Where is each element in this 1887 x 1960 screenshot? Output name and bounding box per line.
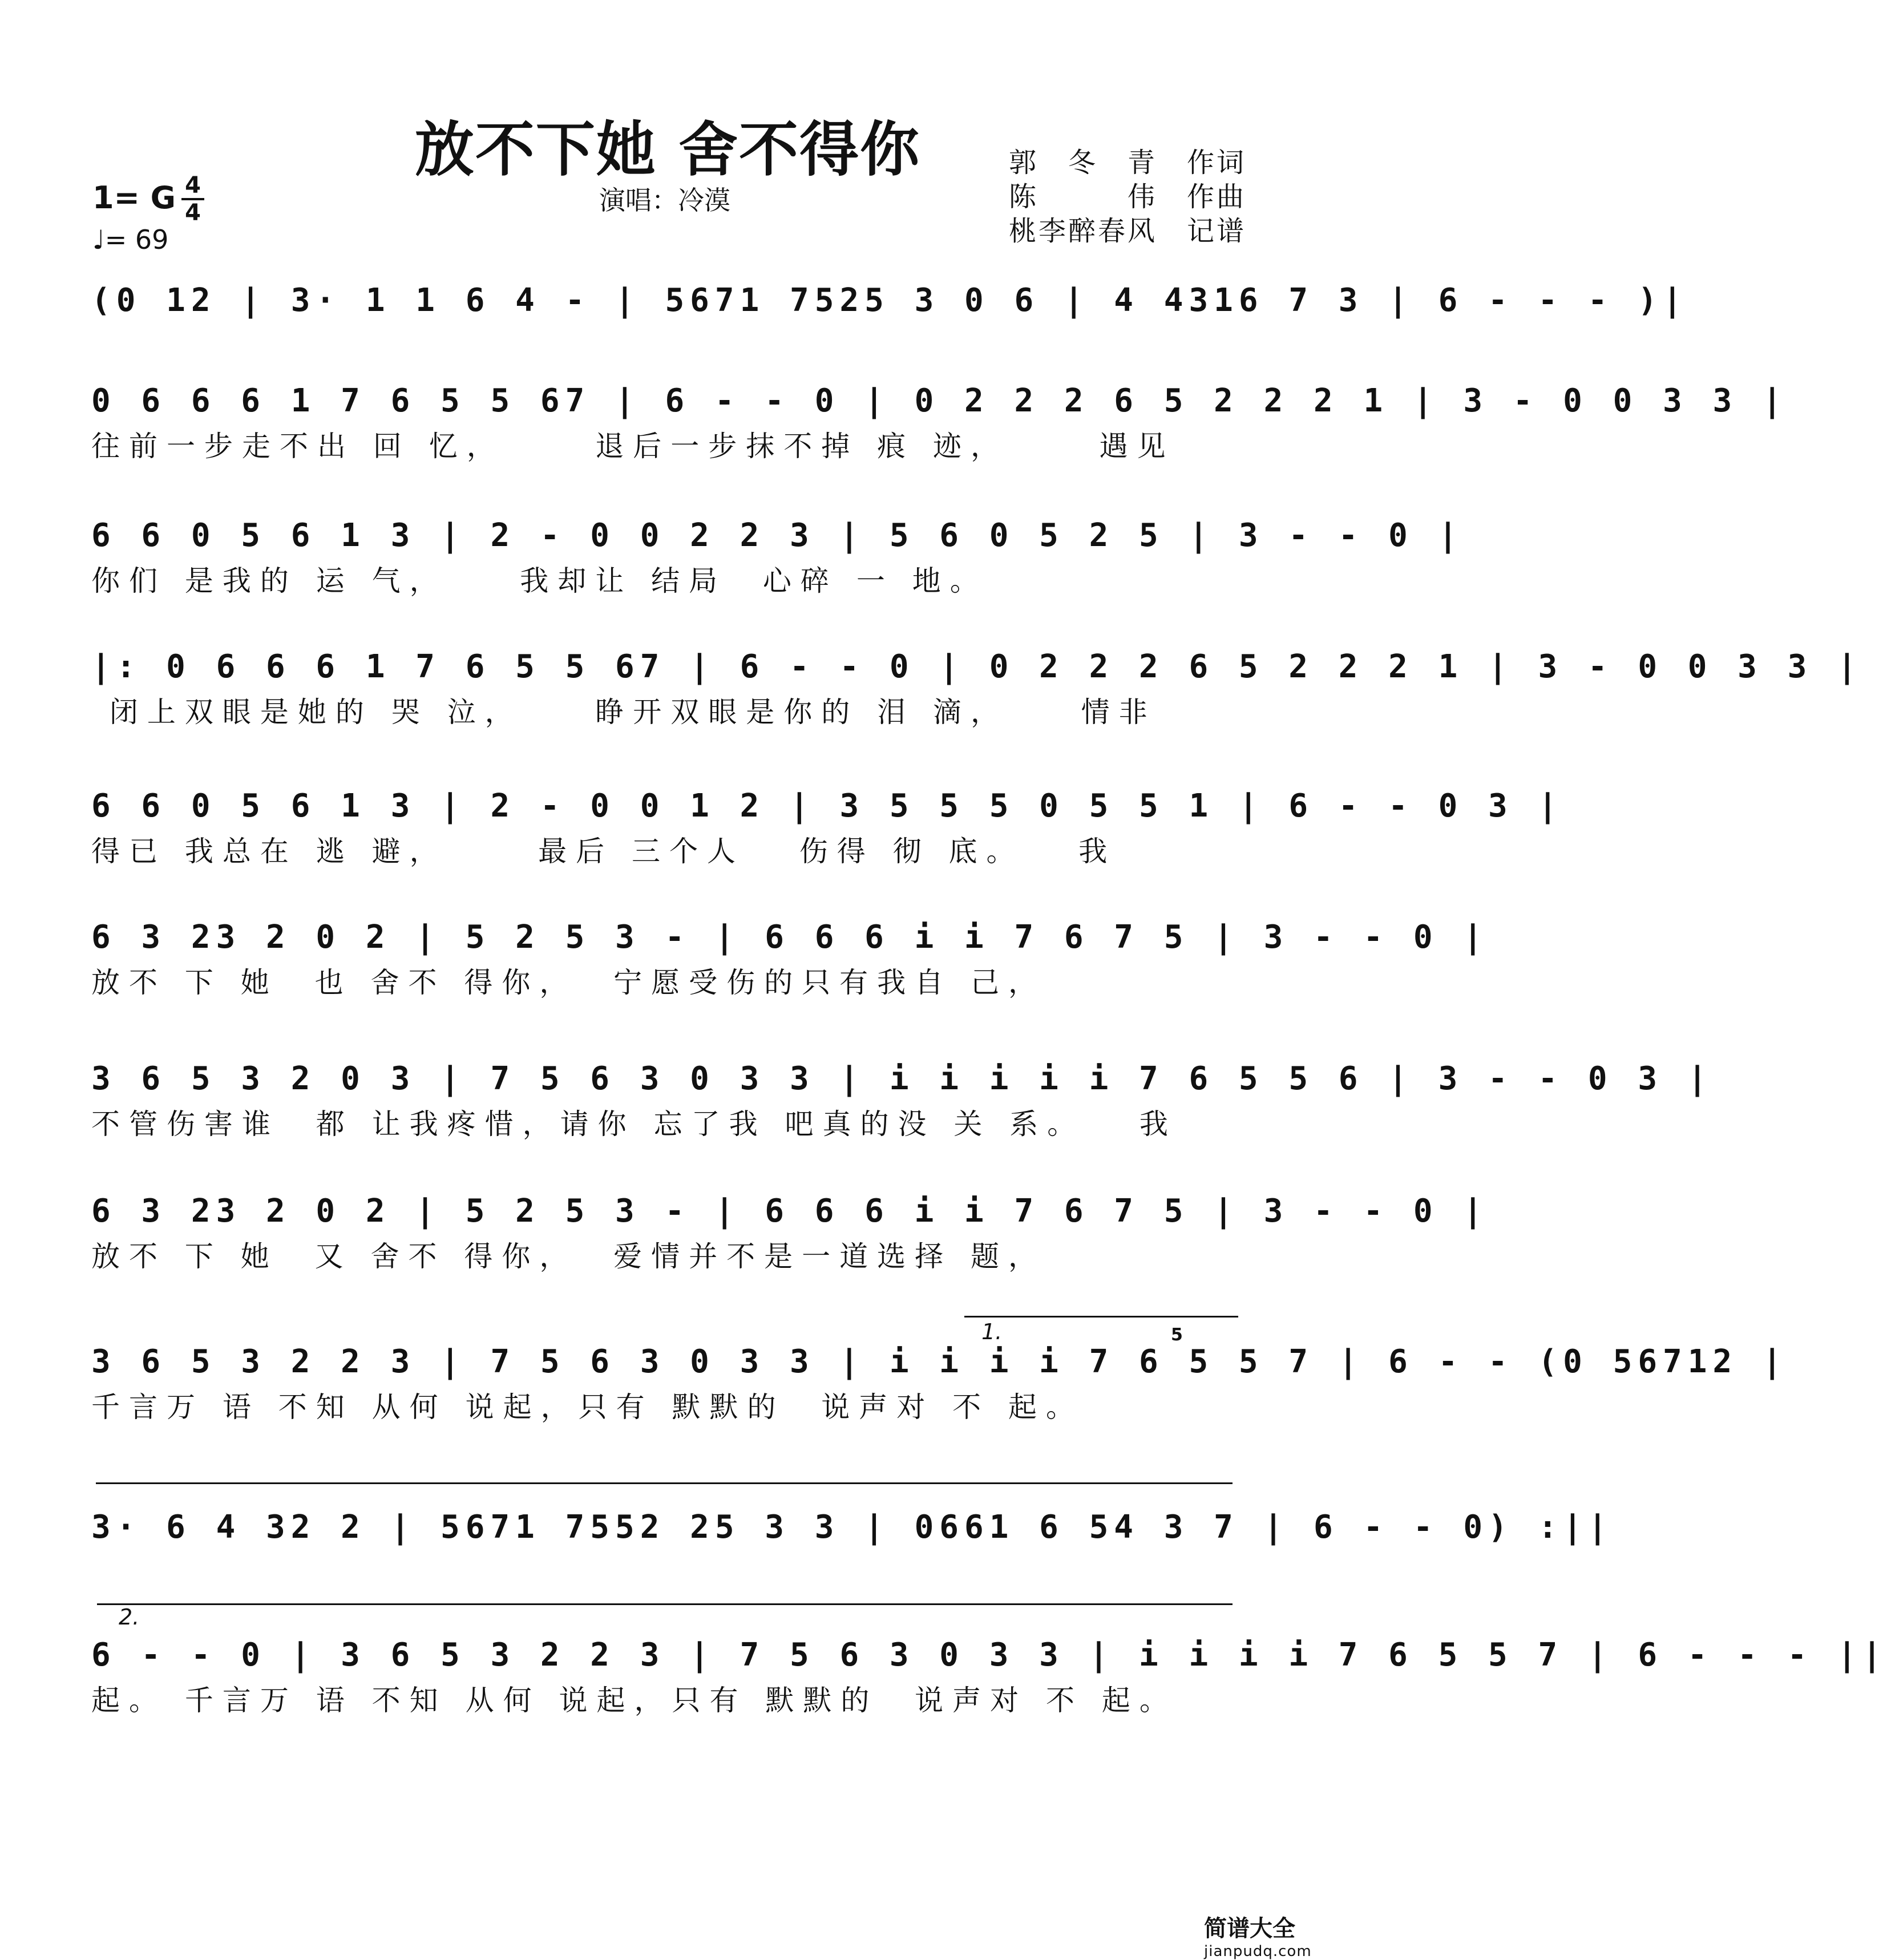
system-lyrics: 放不 下 她 又 舍不 得你， 爱情并不是一道选择 题， <box>91 1240 1046 1273</box>
volta-1-label: 1. <box>981 1319 1003 1344</box>
score-system-10 <box>91 1508 1613 1555</box>
system-notes: 6 3 23 2 0 2 | 5 2 5 3 - | 6 6 6 i i 7 6 7 5 | 3 - - 0 | <box>91 919 1489 956</box>
score-system-8 <box>91 1191 1489 1274</box>
system-lyrics: 得已 我总在 逃 避， 最后 三个人 伤得 彻 底。 我 <box>91 835 1117 868</box>
system-lyrics: 放不 下 她 也 舍不 得你， 宁愿受伤的只有我自 己， <box>91 966 1046 999</box>
system-notes: 3· 6 4 32 2 | 5671 7552 25 3 3 | 0661 6 54 3 7 | 6 - - 0) :|| <box>91 1509 1613 1546</box>
volta-2-label: 2. <box>119 1605 140 1630</box>
composer-credit: 陈 伟 作曲 <box>1009 181 1247 213</box>
score-system-4 <box>91 647 1862 729</box>
logo-brand: 简谱大全 <box>1204 1915 1295 1942</box>
system-notes: 3 6 5 3 2 2 3 | 7 5 6 3 0 3 3 | i i i i 7 6 5 5 7 | 6 - - (0 56712 | <box>91 1343 1788 1380</box>
system-notes: 6 6 0 5 6 1 3 | 2 - 0 0 1 2 | 3 5 5 5 0 5 5 1 | 6 - - 0 3 | <box>91 787 1563 825</box>
score-system-6 <box>91 918 1489 1000</box>
system-lyrics: 千言万 语 不知 从何 说起，只有 默默的 说声对 不 起。 <box>91 1391 1084 1424</box>
system-lyrics: 不管伤害谁 都 让我疼惜，请你 忘了我 吧真的没 关 系。 我 <box>91 1108 1177 1141</box>
score-system-3 <box>91 516 1464 598</box>
score-system-9 <box>91 1342 1788 1424</box>
system-notes: 6 6 0 5 6 1 3 | 2 - 0 0 2 2 3 | 5 6 0 5 2 5 | 3 - - 0 | <box>91 517 1464 554</box>
system-notes: 6 3 23 2 0 2 | 5 2 5 3 - | 6 6 6 i i 7 6 7 5 | 3 - - 0 | <box>91 1193 1489 1230</box>
system-notes: 6 - - 0 | 3 6 5 3 2 2 3 | 7 5 6 3 0 3 3 | i i i i 7 6 5 5 7 | 6 - - - || <box>91 1636 1887 1674</box>
logo-url: jianpudq.com <box>1204 1943 1312 1960</box>
system-lyrics: 往前一步走不出 回 忆， 退后一步抹不掉 痕 迹， 遇见 <box>91 430 1175 463</box>
volta-1-bracket <box>964 1316 1238 1318</box>
system-notes: 3 6 5 3 2 0 3 | 7 5 6 3 0 3 3 | i i i i i 7 6 5 5 6 | 3 - - 0 3 | <box>91 1060 1713 1097</box>
system-lyrics: 起。 千言万 语 不知 从何 说起，只有 默默的 说声对 不 起。 <box>91 1684 1177 1717</box>
tempo-marking: ♩= 69 <box>92 224 169 255</box>
credits-block <box>1009 146 1246 248</box>
score-system-5 <box>91 786 1563 868</box>
time-signature-bottom: 4 <box>185 200 201 226</box>
site-logo <box>1204 1910 1312 1960</box>
score-system-11 <box>91 1635 1887 1717</box>
volta-1-continuation <box>96 1482 1233 1484</box>
system-notes: |: 0 6 6 6 1 7 6 5 5 67 | 6 - - 0 | 0 2 2 2 6 5 2 2 2 1 | 3 - 0 0 3 3 | <box>91 648 1862 685</box>
tuplet-label: 5 <box>1171 1325 1183 1345</box>
score-system-2 <box>91 381 1788 463</box>
song-title: 放不下她 舍不得你 <box>414 114 921 184</box>
score-system-1 <box>91 281 1688 329</box>
volta-2-bracket <box>97 1603 1233 1605</box>
lyricist-credit: 郭 冬 青 作词 <box>1009 147 1247 179</box>
singer-credit: 演唱：冷漠 <box>599 185 730 216</box>
system-lyrics: 闭上双眼是她的 哭 泣， 睁开双眼是你的 泪 滴， 情非 <box>91 696 1157 729</box>
time-signature-top: 4 <box>185 172 201 199</box>
score-system-7 <box>91 1059 1713 1141</box>
system-notes: 0 6 6 6 1 7 6 5 5 67 | 6 - - 0 | 0 2 2 2 6 5 2 2 2 1 | 3 - 0 0 3 3 | <box>91 382 1788 419</box>
system-lyrics: 你们 是我的 运 气， 我却让 结局 心碎 一 地。 <box>91 564 988 597</box>
system-notes: (0 12 | 3· 1 1 6 4 - | 5671 7525 3 0 6 | 4 4316 7 3 | 6 - - - )| <box>91 282 1688 319</box>
key-signature: 1= G <box>92 180 176 216</box>
time-signature <box>181 174 204 224</box>
transcriber-credit: 桃李醉春风 记谱 <box>1009 215 1247 247</box>
